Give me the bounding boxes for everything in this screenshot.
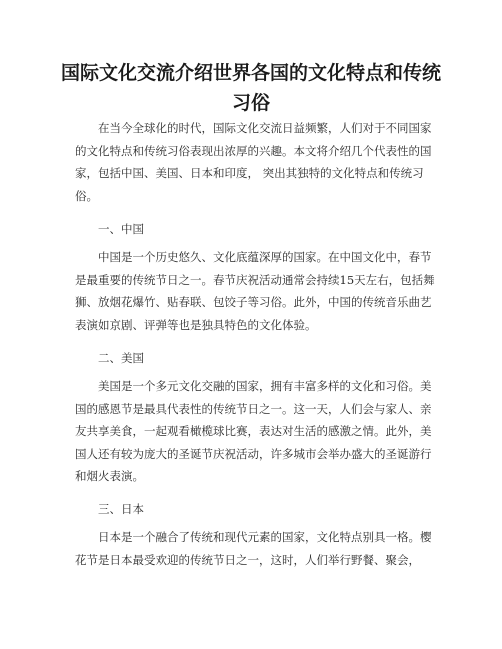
- intro-paragraph: 在当今全球化的时代，国际文化交流日益频繁，人们对于不同国家的文化特点和传统习俗表现出浓厚的兴趣。本文将介绍几个代表性的国家，包括中国、美国、日本和印度， 突出其独特的文化特点和传统习俗。: [75, 121, 432, 203]
- section-heading-china: 一、中国: [98, 222, 144, 236]
- section-heading-usa: 二、美国: [98, 351, 144, 365]
- section-body-usa: 美国是一个多元文化交融的国家，拥有丰富多样的文化和习俗。美国的感恩节是最具代表性的传统节日之一。这一天，人们会与家人、亲友共享美食，一起观看橄榄球比赛，表达对生活的感激之情。此外，美国人还有较为庞大的圣诞节庆祝活动，许多城市会举办盛大的圣诞游行和烟火表演。: [75, 379, 432, 484]
- document-title: 国际文化交流介绍世界各国的文化特点和传统习俗: [60, 62, 441, 114]
- section-body-china: 中国是一个历史悠久、文化底蕴深厚的国家。在中国文化中，春节是最重要的传统节日之一。春节庆祝活动通常会持续15天左右，包括舞狮、放烟花爆竹、贴春联、包饺子等习俗。此外，中国的传统音乐曲艺表演如京剧、评弹等也是独具特色的文化体验。: [75, 250, 435, 332]
- section-body-japan: 日本是一个融合了传统和现代元素的国家，文化特点别具一格。樱花节是日本最受欢迎的传统节日之一，这时，人们举行野餐、聚会，: [75, 530, 432, 567]
- section-heading-japan: 三、日本: [98, 502, 144, 516]
